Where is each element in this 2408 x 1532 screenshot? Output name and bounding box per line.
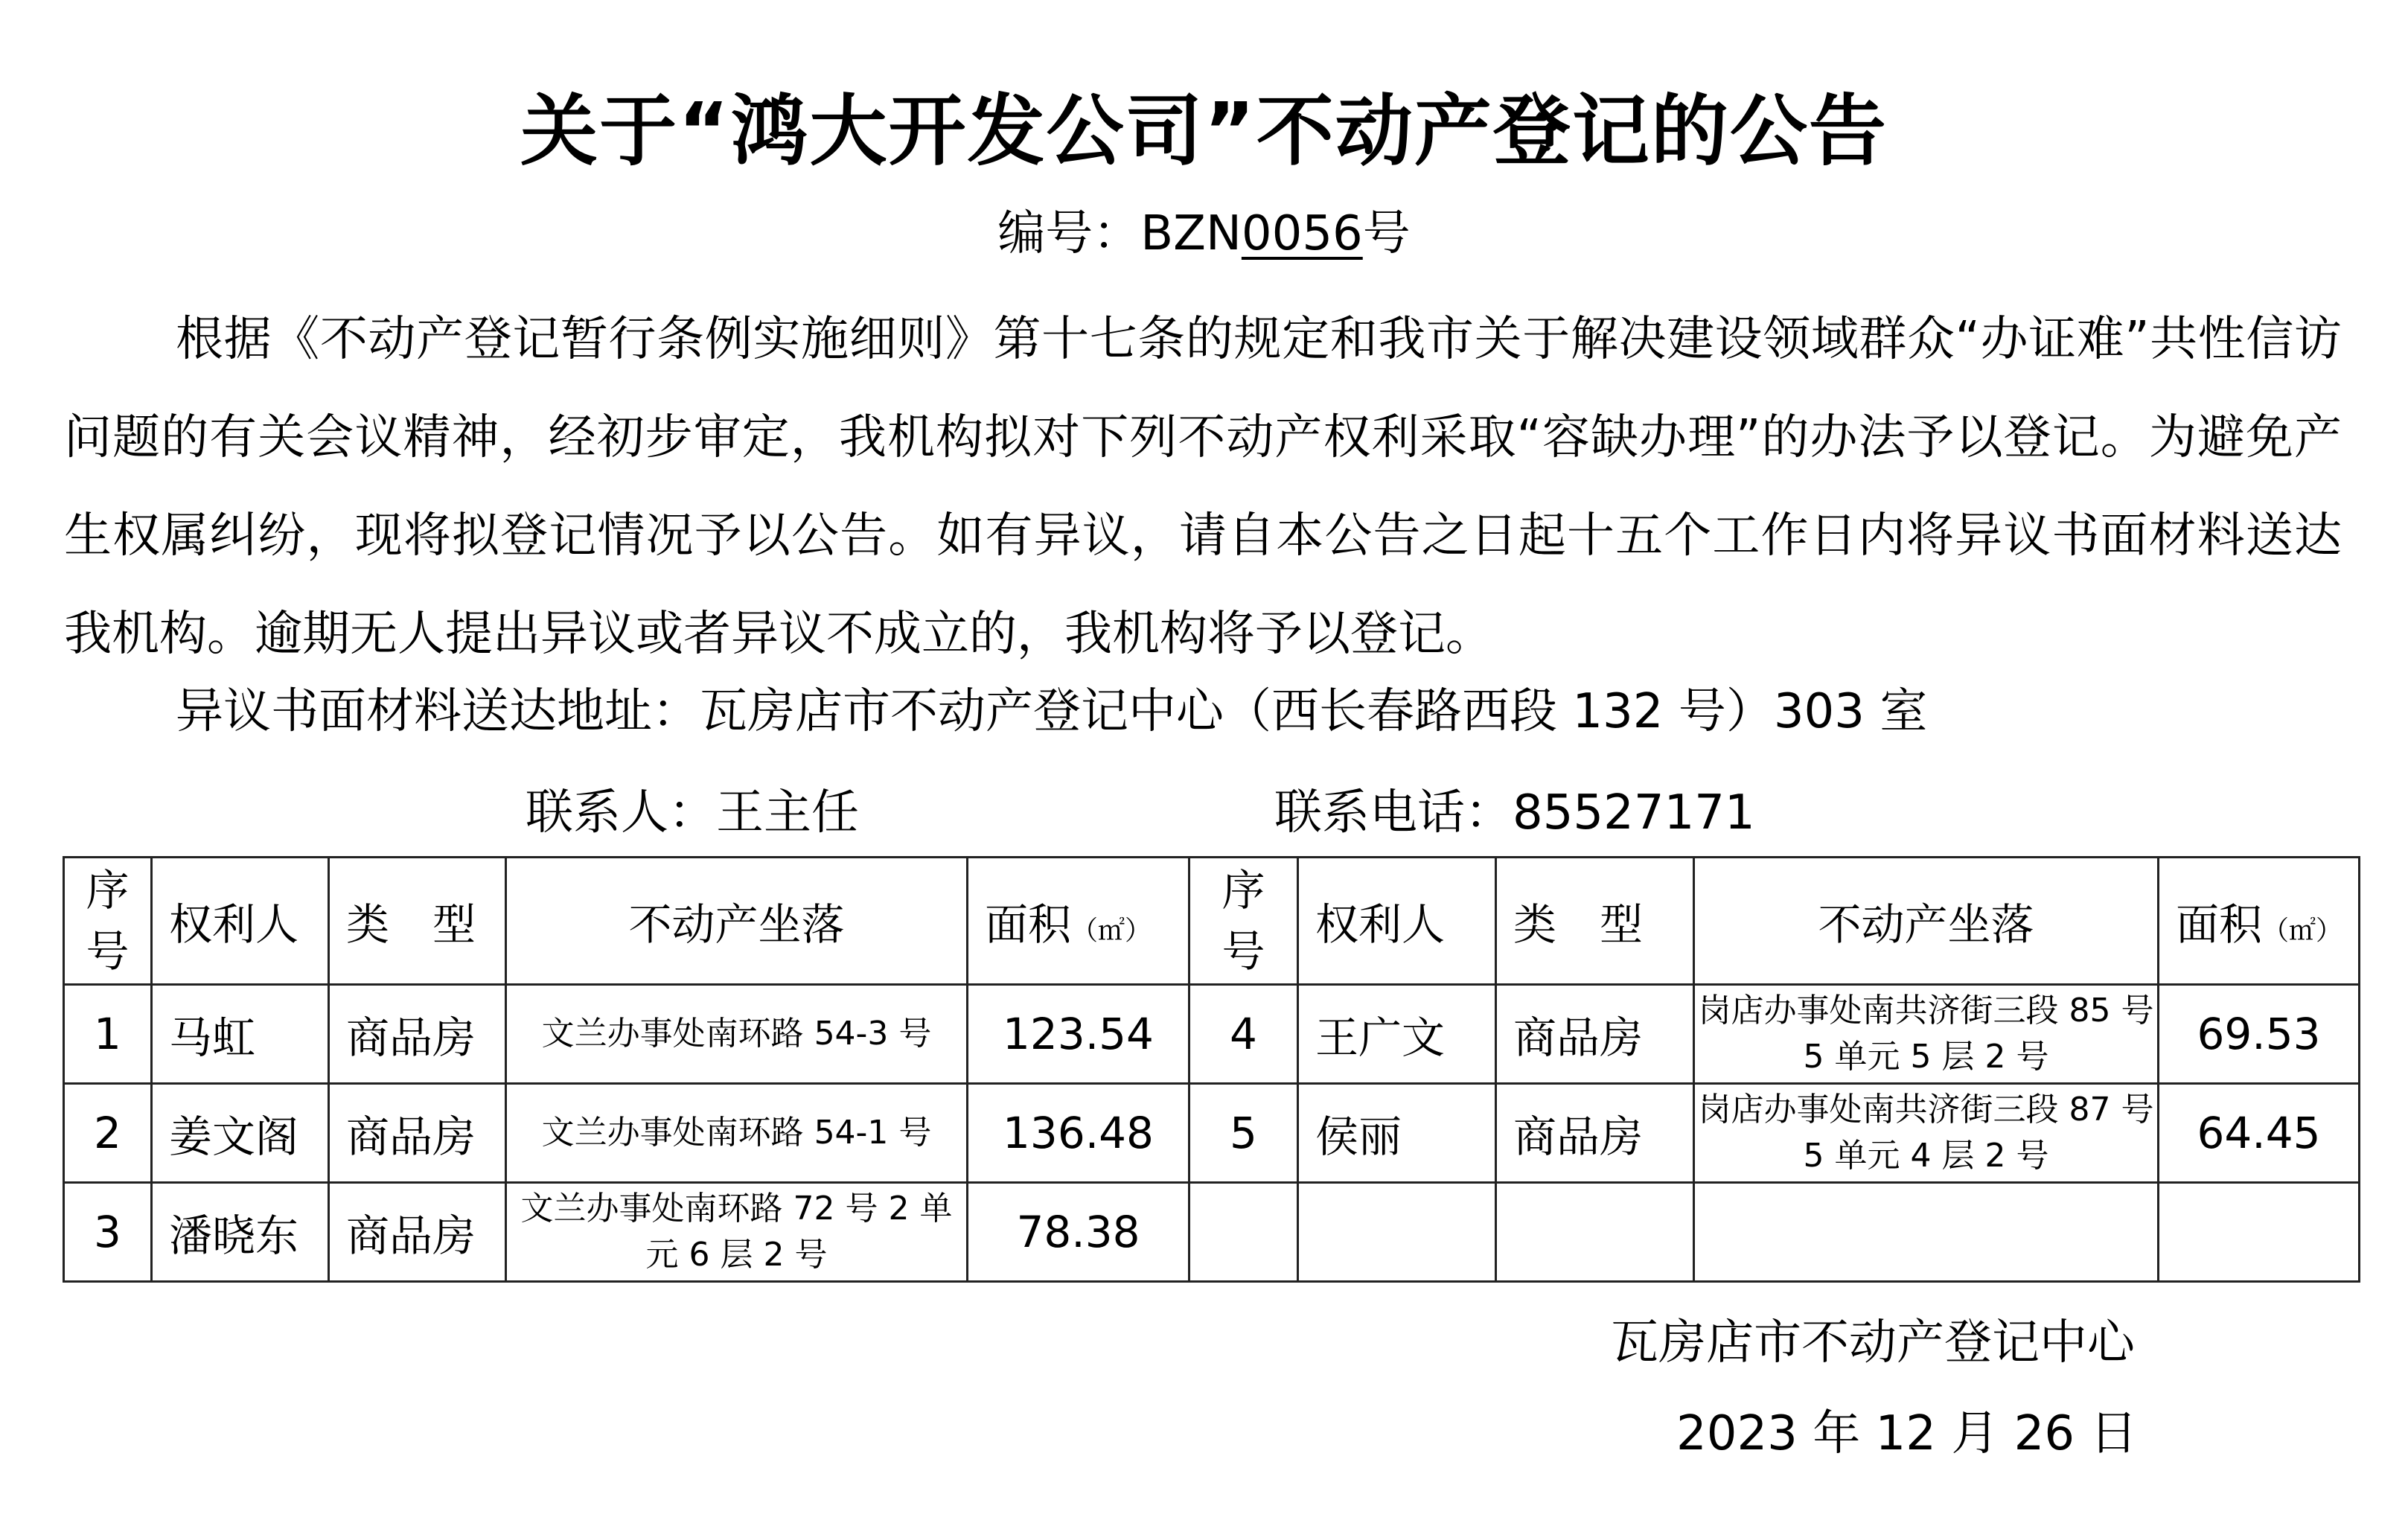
cell-seq: 1	[64, 985, 152, 1084]
cell-location: 岗店办事处南共济街三段 85 号 5 单元 5 层 2 号	[1694, 985, 2159, 1084]
cell-owner	[1298, 1183, 1496, 1282]
contact-person: 联系人：王主任	[526, 785, 859, 840]
cell-owner: 姜文阁	[152, 1084, 329, 1183]
header-area: 面积（㎡）	[2159, 858, 2360, 985]
cell-type: 商品房	[1496, 985, 1694, 1084]
cell-owner: 王广文	[1298, 985, 1496, 1084]
cell-location: 岗店办事处南共济街三段 87 号 5 单元 4 层 2 号	[1694, 1084, 2159, 1183]
doc-no-value: 0056	[1241, 206, 1363, 261]
cell-seq	[1189, 1183, 1298, 1282]
cell-seq: 2	[64, 1084, 152, 1183]
issuer-signature: 瓦房店市不动产登记中心	[1611, 1315, 2135, 1370]
header-seq: 序 号	[64, 858, 152, 985]
issue-date: 2023 年 12 月 26 日	[1676, 1406, 2138, 1461]
notice-title: 关于“鸿大开发公司”不动产登记的公告	[520, 86, 1888, 176]
doc-no-prefix: 编号：BZN	[997, 206, 1242, 261]
cell-type: 商品房	[1496, 1084, 1694, 1183]
cell-area: 136.48	[968, 1084, 1189, 1183]
header-area: 面积（㎡）	[968, 858, 1189, 985]
contact-phone: 联系电话：85527171	[1274, 785, 1755, 840]
cell-owner: 潘晓东	[152, 1183, 329, 1282]
cell-type: 商品房	[329, 1183, 506, 1282]
cell-type: 商品房	[329, 1084, 506, 1183]
cell-location: 文兰办事处南环路 72 号 2 单元 6 层 2 号	[506, 1183, 968, 1282]
cell-seq: 5	[1189, 1084, 1298, 1183]
cell-type	[1496, 1183, 1694, 1282]
cell-owner: 侯丽	[1298, 1084, 1496, 1183]
doc-no-suffix: 号	[1362, 206, 1411, 261]
cell-location	[1694, 1183, 2159, 1282]
cell-area: 78.38	[968, 1183, 1189, 1282]
header-location: 不动产坐落	[1694, 858, 2159, 985]
objection-address: 异议书面材料送达地址：瓦房店市不动产登记中心（西长春路西段 132 号）303 室	[176, 684, 1928, 739]
header-owner: 权利人	[152, 858, 329, 985]
table-row	[64, 1084, 2360, 1183]
table-header-row	[64, 858, 2360, 985]
table-row	[64, 985, 2360, 1084]
cell-owner: 马虹	[152, 985, 329, 1084]
header-seq: 序 号	[1189, 858, 1298, 985]
cell-area: 69.53	[2159, 985, 2360, 1084]
cell-seq: 4	[1189, 985, 1298, 1084]
cell-type: 商品房	[329, 985, 506, 1084]
header-type: 类 型	[329, 858, 506, 985]
notice-body: 根据《不动产登记暂行条例实施细则》第十七条的规定和我市关于解决建设领域群众“办证难”共性信访问题的有关会议精神，经初步审定，我机构拟对下列不动产权利采取“容缺办理”的办法予以登记。为避免产生权属纠纷，现将拟登记情况予以公告。如有异议，请自本公告之日起十五个工作日内将异议书面材料送达我机构。逾期无人提出异议或者异议不成立的，我机构将予以登记。	[64, 312, 2342, 662]
document-number	[0, 195, 2408, 264]
cell-location: 文兰办事处南环路 54-1 号	[506, 1084, 968, 1183]
cell-seq: 3	[64, 1183, 152, 1282]
cell-location: 文兰办事处南环路 54-3 号	[506, 985, 968, 1084]
cell-area: 64.45	[2159, 1084, 2360, 1183]
header-location: 不动产坐落	[506, 858, 968, 985]
table-row	[64, 1183, 2360, 1282]
registration-table	[63, 856, 2360, 1283]
cell-area: 123.54	[968, 985, 1189, 1084]
header-owner: 权利人	[1298, 858, 1496, 985]
cell-area	[2159, 1183, 2360, 1282]
header-type: 类 型	[1496, 858, 1694, 985]
